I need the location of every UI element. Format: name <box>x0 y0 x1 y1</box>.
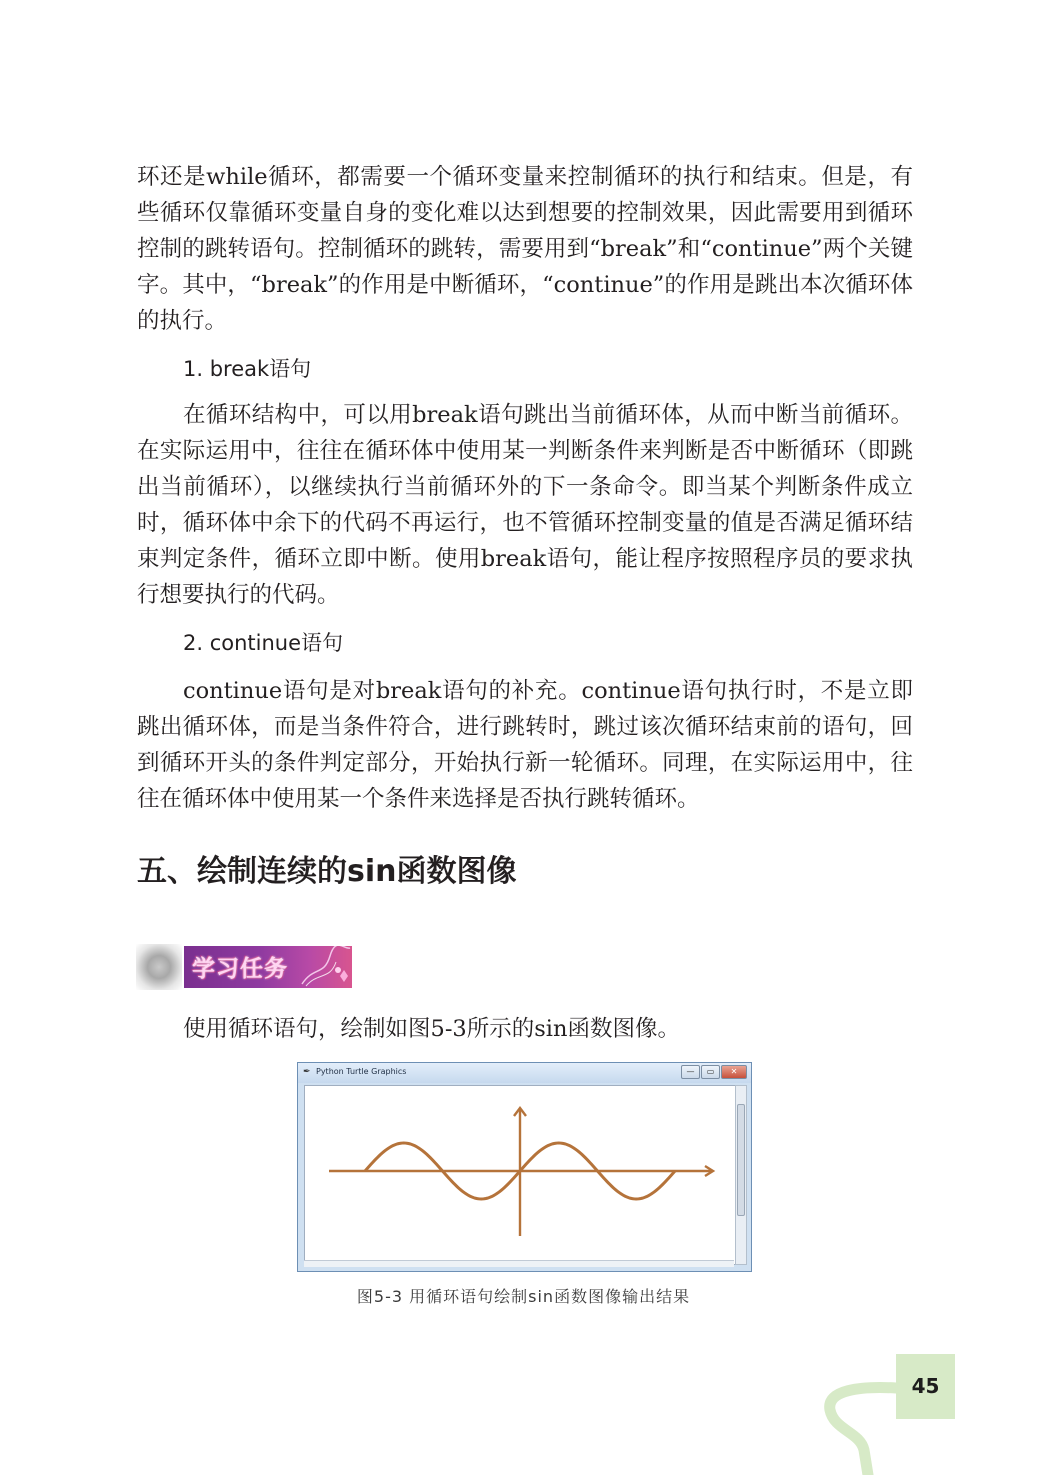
horizontal-scrollbar[interactable] <box>304 1260 734 1267</box>
minimize-button[interactable]: — <box>681 1065 700 1079</box>
subheading-continue: 2. continue语句 <box>183 631 344 655</box>
task-decoration <box>136 944 182 990</box>
task-label: 学习任务 <box>192 956 288 982</box>
task-paragraph: 使用循环语句，绘制如图5-3所示的sin函数图像。 <box>183 1016 680 1042</box>
scroll-thumb[interactable] <box>737 1104 745 1216</box>
page-corner-decoration <box>820 1380 900 1475</box>
break-paragraph: 在循环结构中，可以用break语句跳出当前循环体，从而中断当前循环。在实际运用中，往往在循环体中使用某一判断条件来判断是否中断循环（即跳出当前循环），以继续执行当前循环外的下一条命令。即当某个判断条件成立时，循环体中余下的代码不再运行，也不管循环控制变量的值是否满足循环结束判定条件，循环立即中断。使用break语句，能让程序按照程序员的要求执行想要执行的代码。 <box>137 402 913 608</box>
window-titlebar <box>298 1063 751 1083</box>
page-number-box <box>896 1354 955 1419</box>
feather-icon: ✒ <box>303 1067 311 1077</box>
vertical-scrollbar[interactable] <box>735 1085 747 1265</box>
subheading-break: 1. break语句 <box>183 357 312 381</box>
sin-plot <box>305 1086 735 1264</box>
close-button[interactable]: ✕ <box>721 1065 747 1079</box>
section-title: 五、绘制连续的sin函数图像 <box>137 854 517 889</box>
intro-paragraph: 环还是while循环，都需要一个循环变量来控制循环的执行和结束。但是，有些循环仅靠循环变量自身的变化难以达到想要的控制效果，因此需要用到循环控制的跳转语句。控制循环的跳转，需要用到“break”和“continue”两个关键字。其中，“break”的作用是中断循环，“continue”的作用是跳出本次循环体的执行。 <box>137 164 913 334</box>
window-title: Python Turtle Graphics <box>316 1067 407 1076</box>
continue-paragraph: continue语句是对break语句的补充。continue语句执行时，不是立即跳出循环体，而是当条件符合，进行跳转时，跳过该次循环结束前的语句，回到循环开头的条件判定部分，开始执行新一轮循环。同理，在实际运用中，往往在循环体中使用某一个条件来选择是否执行跳转循环。 <box>137 678 913 812</box>
window-controls <box>681 1065 747 1079</box>
maximize-button[interactable]: ▭ <box>701 1065 720 1079</box>
figure-caption: 图5-3 用循环语句绘制sin函数图像输出结果 <box>356 1287 691 1306</box>
turtle-window <box>297 1062 752 1272</box>
flourish-icon <box>300 946 352 988</box>
task-banner-background <box>184 946 352 988</box>
page-number: 45 <box>911 1374 940 1398</box>
task-banner <box>136 944 352 990</box>
turtle-canvas <box>304 1085 736 1265</box>
